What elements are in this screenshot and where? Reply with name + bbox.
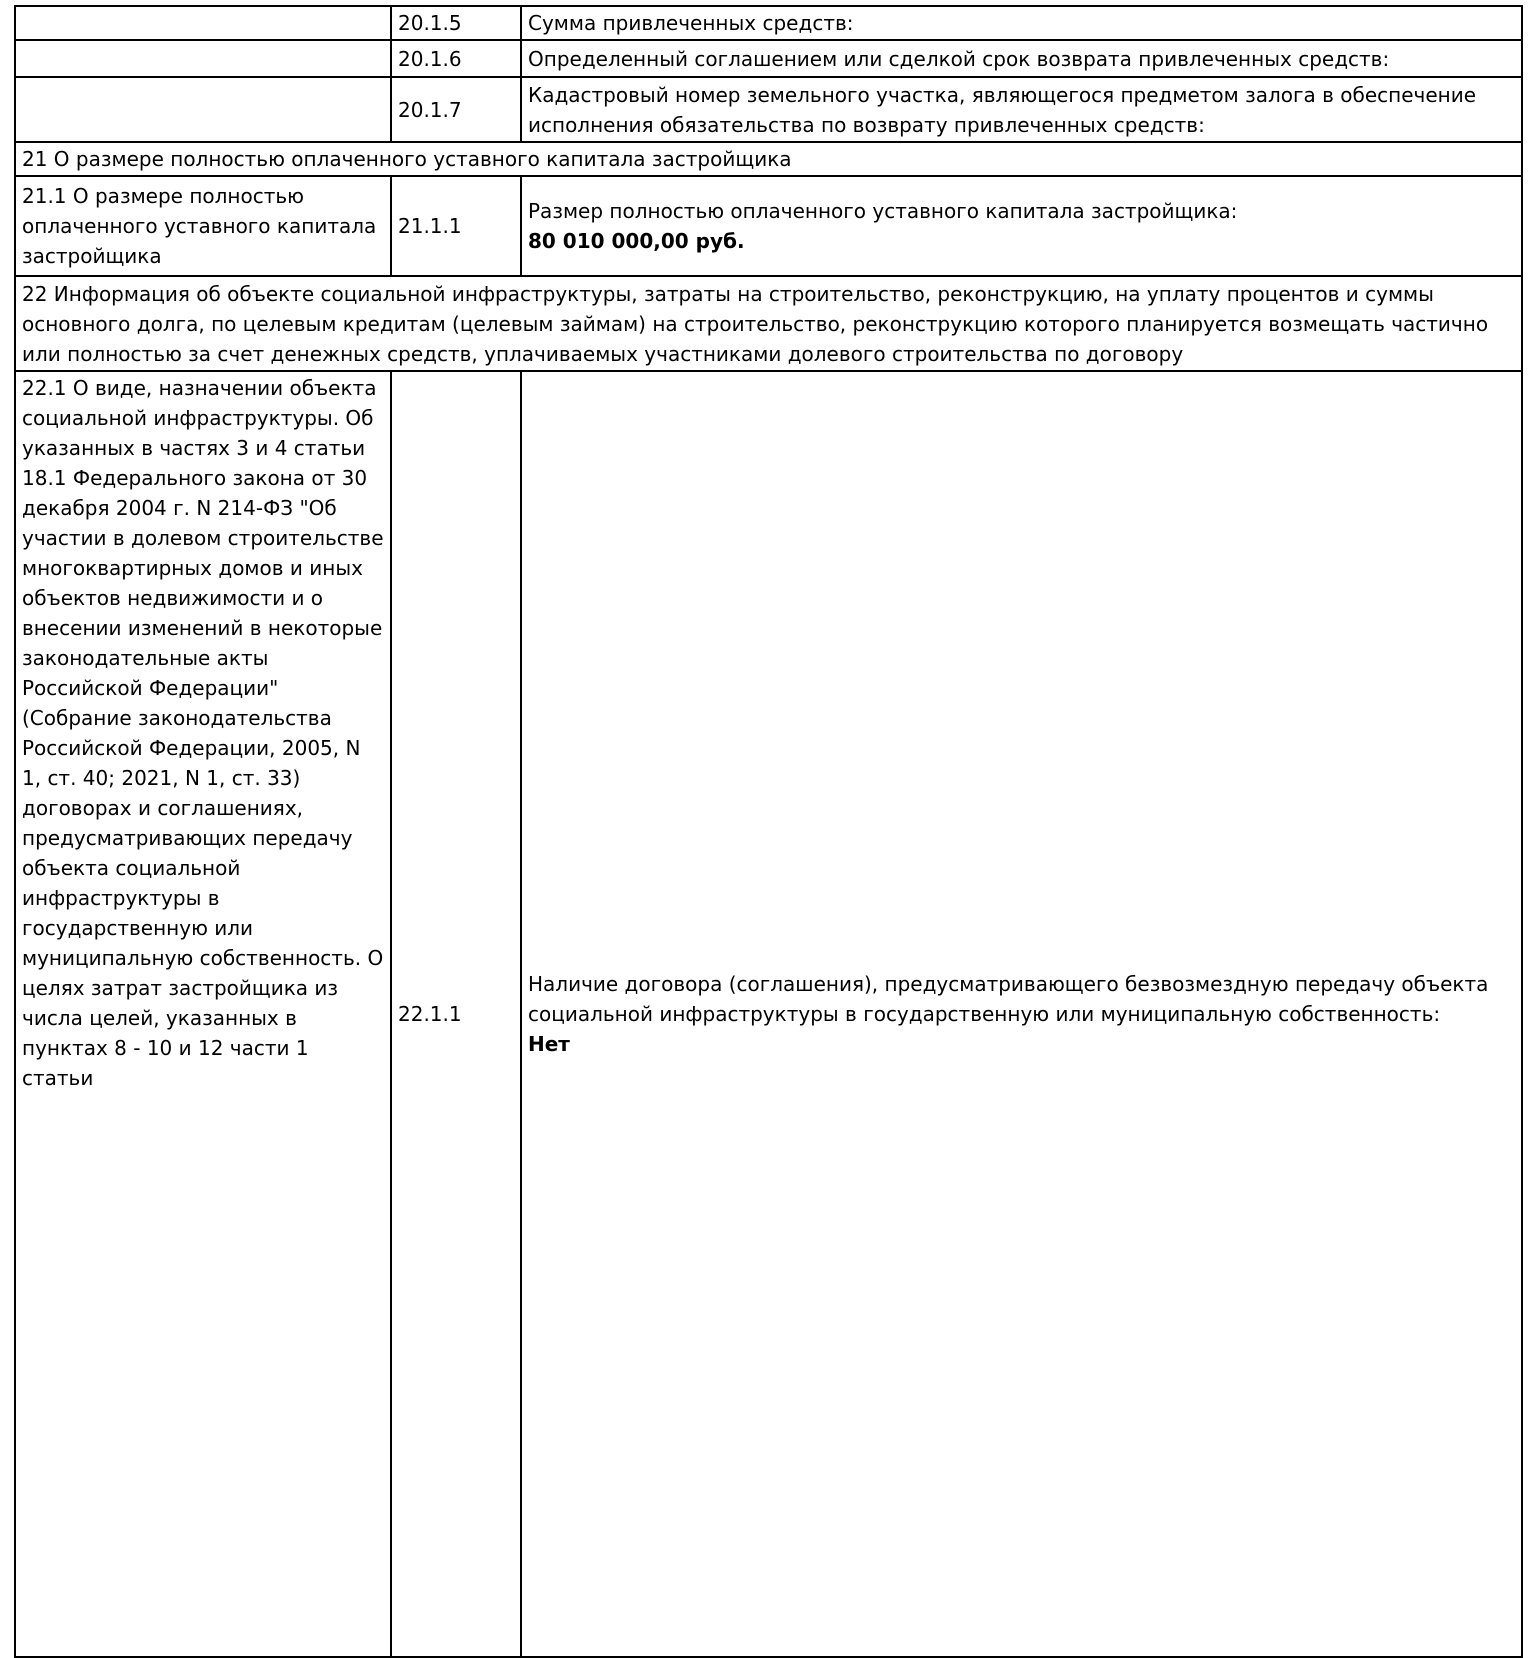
field-value: Нет — [528, 1032, 570, 1056]
row-description — [15, 77, 391, 142]
section-row — [15, 276, 1522, 371]
row-content — [521, 371, 1522, 1657]
row-description — [15, 40, 391, 77]
row-content — [521, 77, 1522, 142]
row-number: 20.1.6 — [391, 40, 521, 77]
section-row — [15, 142, 1522, 176]
row-description: 22.1 О виде, назначении объекта социальной инфраструктуры. Об указанных в частях 3 и 4 статьи 18.1 Федерального закона от 30 декабря 2004 г. N 214-ФЗ "Об участии в долевом строительстве многоквартирных домов и иных объектов недвижимости и о внесении изменений в некоторые законодательные акты Российской Федерации" (Собрание законодательства Российской Федерации, 2005, N 1, ст. 40; 2021, N 1, ст. 33) договорах и соглашениях, предусматривающих передачу объекта социальной инфраструктуры в государственную или муниципальную собственность. О целях затрат застройщика из числа целей, указанных в пунктах 8 - 10 и 12 части 1 статьи — [15, 371, 391, 1657]
disclosure-table — [14, 5, 1523, 1658]
field-label: Сумма привлеченных средств: — [528, 11, 854, 35]
row-number: 21.1.1 — [391, 176, 521, 276]
table-row — [15, 77, 1522, 142]
table-row — [15, 371, 1522, 1657]
row-content — [521, 176, 1522, 276]
row-content — [521, 6, 1522, 40]
field-label: Размер полностью оплаченного уставного капитала застройщика: — [528, 199, 1238, 223]
section-heading: 21 О размере полностью оплаченного уставного капитала застройщика — [15, 142, 1522, 176]
row-content — [521, 40, 1522, 77]
table-row — [15, 40, 1522, 77]
row-number: 22.1.1 — [391, 371, 521, 1657]
table-row — [15, 6, 1522, 40]
row-description — [15, 6, 391, 40]
field-label: Определенный соглашением или сделкой срок возврата привлеченных средств: — [528, 46, 1390, 71]
row-number: 20.1.7 — [391, 77, 521, 142]
row-description: 21.1 О размере полностью оплаченного уставного капитала застройщика — [15, 176, 391, 276]
field-value: 80 010 000,00 руб. — [528, 229, 745, 253]
table-row — [15, 176, 1522, 276]
field-label: Кадастровый номер земельного участка, являющегося предметом залога в обеспечение исполнения обязательства по возврату привлеченных средств: — [528, 82, 1477, 137]
field-label: Наличие договора (соглашения), предусматривающего безвозмездную передачу объекта социальной инфраструктуры в государственную или муниципальную собственность: — [528, 972, 1489, 1026]
section-heading: 22 Информация об объекте социальной инфраструктуры, затраты на строительство, реконструкцию, на уплату процентов и суммы основного долга, по целевым кредитам (целевым займам) на строительство, реконструкцию которого планируется возмещать частично или полностью за счет денежных средств, уплачиваемых участниками долевого строительства по договору — [15, 276, 1522, 371]
row-number: 20.1.5 — [391, 6, 521, 40]
